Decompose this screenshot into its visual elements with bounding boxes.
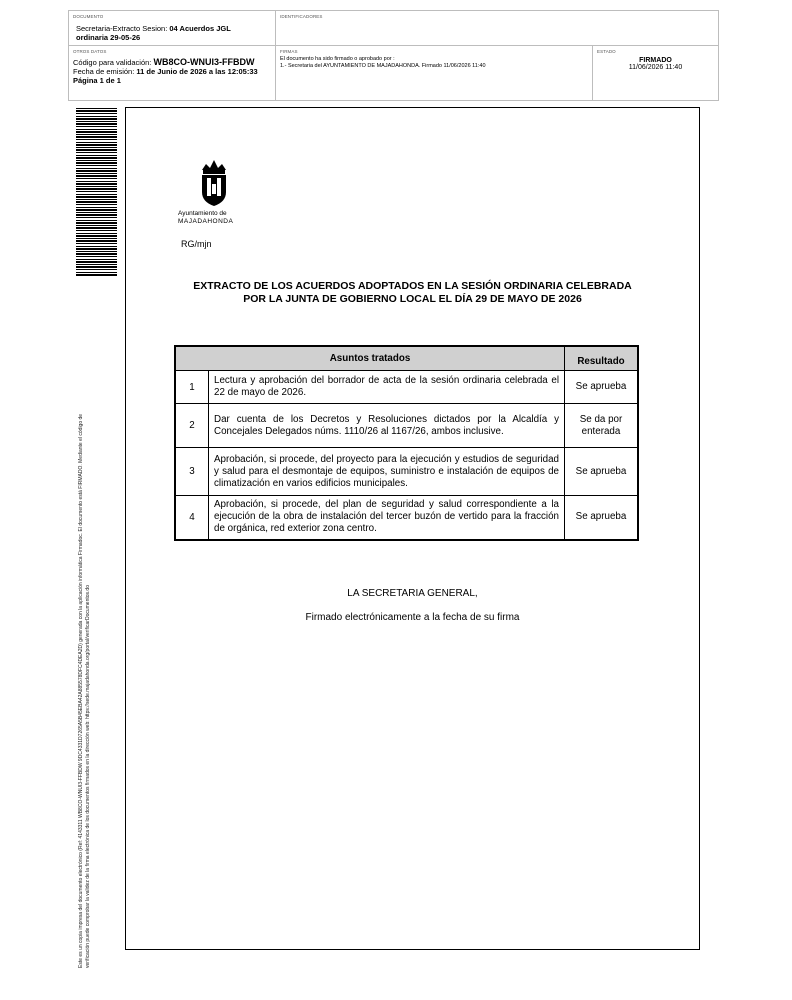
row-result: Se aprueba bbox=[565, 496, 639, 540]
col-resultado: Resultado bbox=[565, 346, 639, 371]
table-row bbox=[175, 496, 638, 540]
codigo-value[interactable]: WB8CO-WNUI3-FFBDW bbox=[153, 57, 255, 67]
col-asuntos: Asuntos tratados bbox=[175, 346, 565, 371]
documento-name-bold: 04 Acuerdos JGL ordinaria 29-05-26 bbox=[76, 24, 231, 42]
table-header-row bbox=[175, 346, 638, 371]
signature-role: LA SECRETARIA GENERAL, bbox=[347, 588, 478, 599]
title-line1: EXTRACTO DE LOS ACUERDOS ADOPTADOS EN LA SESIÓN ORDINARIA CELEBRADA bbox=[193, 280, 632, 292]
firmas-label: FIRMAS bbox=[280, 49, 298, 54]
document-header bbox=[68, 10, 719, 101]
table-row bbox=[175, 371, 638, 404]
documento-cell bbox=[69, 11, 276, 46]
side-text-line2: verificación puede comprobar la validez de la firma electrónica de los documentos firmados en la dirección web: https://sede.majadahonda.org/portal/verificarDocumentos.do bbox=[85, 585, 91, 968]
table-row bbox=[175, 448, 638, 496]
documento-name: Secretaria-Extracto Sesion: bbox=[76, 24, 170, 33]
row-number: 3 bbox=[175, 448, 209, 496]
reference-code: RG/mjn bbox=[181, 239, 212, 249]
side-text-line1: Este es un copia impresa del documento electrónico (Ref: 4143311 WB8CO-WNUI3-FFBDW 9DC4331D7265A5B45EBA42A885578DFC4DEA2D) generada con la aplicación informática Firmadoc. El documento está FIRMADO. Mediante el código de bbox=[78, 413, 84, 968]
firmas-line1: El documento ha sido firmado o aprobado por : bbox=[280, 56, 395, 62]
fecha-prefix: Fecha de emisión: bbox=[73, 67, 137, 76]
firmas-cell bbox=[276, 46, 593, 101]
estado-label: ESTADO bbox=[597, 49, 616, 54]
row-result: Se aprueba bbox=[565, 448, 639, 496]
document-frame bbox=[125, 107, 700, 950]
row-result: Se da por enterada bbox=[565, 404, 639, 448]
otros-datos-label: OTROS DATOS bbox=[73, 49, 107, 54]
identificadores-label: IDENTIFICADORES bbox=[280, 14, 323, 19]
crest-icon bbox=[194, 156, 234, 208]
fecha-emision bbox=[73, 67, 271, 76]
title-line2: POR LA JUNTA DE GOBIERNO LOCAL EL DÍA 29 DE MAYO DE 2026 bbox=[243, 293, 582, 305]
otros-datos-cell bbox=[69, 46, 276, 101]
documento-label: DOCUMENTO bbox=[73, 14, 104, 19]
row-text: Aprobación, si procede, del proyecto para la ejecución y estudios de seguridad y salud para el desmontaje de equipos, suministro e instalación de equipos de climatización en varios edificios municipales. bbox=[209, 448, 565, 496]
logo-line1: Ayuntamiento de bbox=[178, 210, 227, 217]
pagina: Página 1 de 1 bbox=[73, 76, 121, 85]
fecha-value: 11 de Junio de 2026 a las 12:05:33 bbox=[136, 67, 258, 76]
codigo-prefix: Código para validación: bbox=[73, 58, 154, 67]
documento-value bbox=[73, 24, 256, 42]
identificadores-cell bbox=[276, 11, 718, 46]
estado-value: FIRMADO bbox=[639, 57, 672, 64]
row-text: Dar cuenta de los Decretos y Resoluciones dictados por la Alcaldía y Concejales Delegados núms. 1110/26 al 1167/26, ambos inclusive. bbox=[209, 404, 565, 448]
estado-date: 11/06/2026 11:40 bbox=[628, 64, 683, 71]
firmas-line2: 1.- Secretaria del AYUNTAMIENTO DE MAJADAHONDA. Firmado 11/06/2026 11:40 bbox=[280, 63, 486, 69]
row-number: 2 bbox=[175, 404, 209, 448]
table-row bbox=[175, 404, 638, 448]
row-result: Se aprueba bbox=[565, 371, 639, 404]
logo-line2: MAJADAHONDA bbox=[178, 218, 234, 225]
barcode bbox=[76, 108, 117, 276]
agenda-table bbox=[174, 345, 639, 541]
row-text: Aprobación, si procede, del plan de seguridad y salud correspondiente a la ejecución de la obra de instalación del tercer buzón de vertido para la fracción de orgánica, red exterior zona centro. bbox=[209, 496, 565, 540]
row-text: Lectura y aprobación del borrador de acta de la sesión ordinaria celebrada el 22 de mayo de 2026. bbox=[209, 371, 565, 404]
codigo-validacion bbox=[73, 58, 271, 67]
signature-note: Firmado electrónicamente a la fecha de su firma bbox=[305, 612, 520, 623]
estado-cell bbox=[593, 46, 718, 101]
row-number: 4 bbox=[175, 496, 209, 540]
row-number: 1 bbox=[175, 371, 209, 404]
verification-side-text bbox=[78, 288, 92, 968]
municipal-logo bbox=[178, 156, 250, 226]
